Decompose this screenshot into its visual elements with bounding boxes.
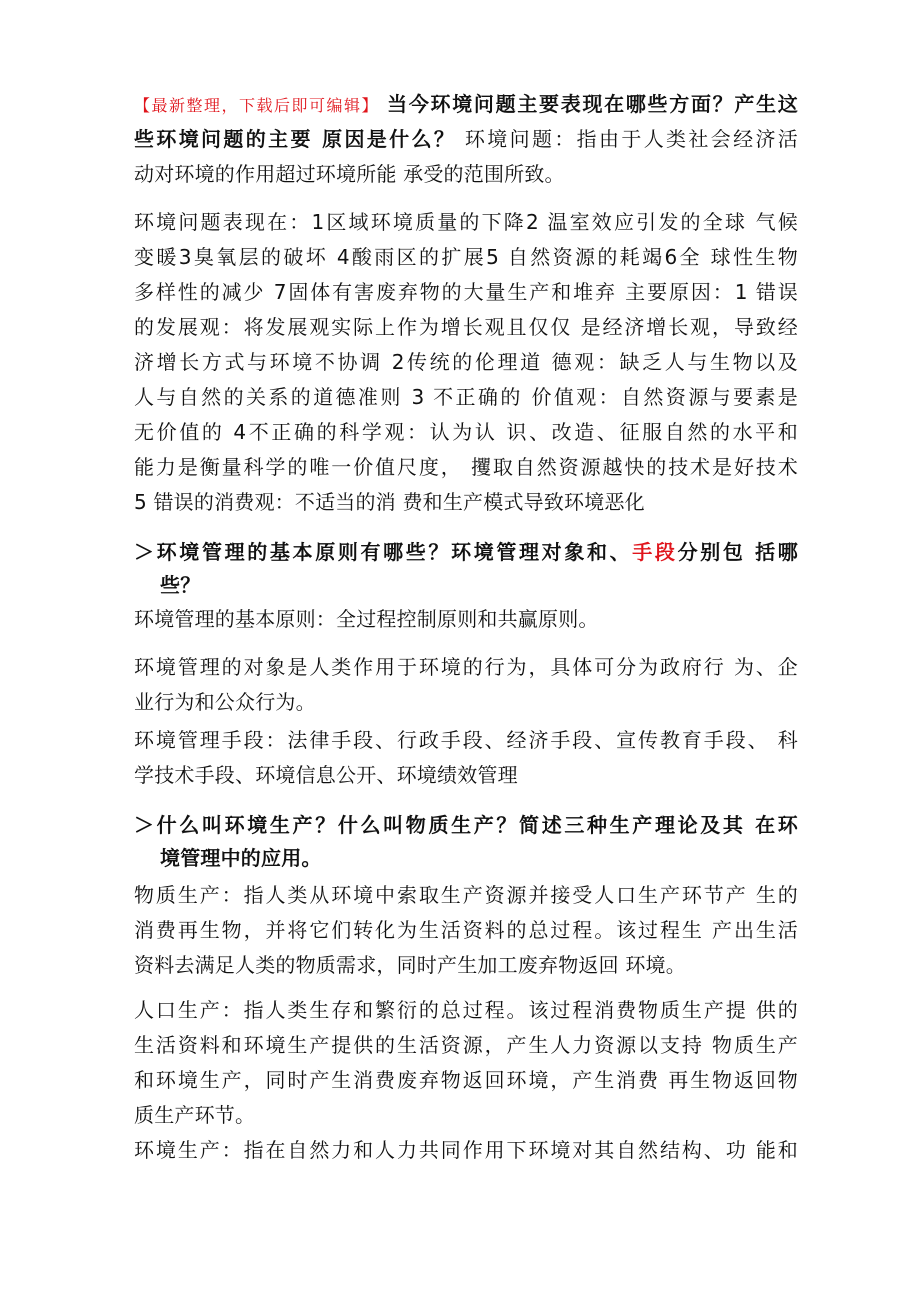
answer-2-line: 业行为和公众行为。 bbox=[134, 690, 316, 714]
answer-2-line: 环境管理的对象是人类作用于环境的行为，具体可分为政府行 为、企 bbox=[134, 655, 798, 679]
para1-line: 多样性的减少 7固体有害废弃物的大量生产和堆弃 主要原因：1 错误 bbox=[134, 280, 798, 304]
para1-line: 能力是衡量科学的唯一价值尺度， 攫取自然资源越快的技术是好技术 bbox=[134, 455, 798, 479]
answer-2-line: 环境管理手段：法律手段、行政手段、经济手段、宣传教育手段、 科 bbox=[134, 728, 798, 752]
intro-line-1 bbox=[134, 87, 798, 121]
answer-3-line: 人口生产：指人类生存和繁衍的总过程。该过程消费物质生产提 供的 bbox=[134, 998, 798, 1022]
question-1-title-part-1: 当今环境问题主要表现在哪些方面？产生这 bbox=[387, 92, 798, 116]
para1-line: 济增长方式与环境不协调 2传统的伦理道 德观：缺乏人与生物以及 bbox=[134, 350, 798, 374]
question-3-part-1: 什么叫环境生产？什么叫物质生产？简述三种生产理论及其 在环 bbox=[154, 813, 798, 837]
answer-3-line: 环境生产：指在自然力和人力共同作用下环境对其自然结构、功 能和 bbox=[134, 1138, 798, 1162]
intro-line-2 bbox=[134, 122, 798, 156]
edit-tag: 【最新整理，下载后即可编辑】 bbox=[134, 96, 380, 115]
question-2-part-2: 分别包 括哪 bbox=[677, 540, 798, 564]
question-2-heading-end: 些？ bbox=[160, 573, 201, 597]
answer-2-line: 学技术手段、环境信息公开、环境绩效管理 bbox=[134, 763, 518, 787]
arrow-icon: ＞ bbox=[134, 813, 155, 837]
answer-3-line: 生活资料和环境生产提供的生活资源，产生人力资源以支持 物质生产 bbox=[134, 1033, 798, 1057]
question-1-title-part-2: 些环境问题的主要 原因是什么？ bbox=[134, 127, 457, 151]
intro-definition-start: 环境问题：指由于人类社会经济活 bbox=[464, 127, 798, 151]
para1-line: 无价值的 4不正确的科学观：认为认 识、改造、征服自然的水平和 bbox=[134, 420, 798, 444]
question-3-heading-end: 境管理中的应用。 bbox=[160, 846, 322, 870]
answer-3-line: 质生产环节。 bbox=[134, 1103, 256, 1127]
answer-3-line: 资料去满足人类的物质需求，同时产生加工废弃物返回 环境。 bbox=[134, 953, 686, 977]
para1-line: 的发展观：将发展观实际上作为增长观且仅仅 是经济增长观，导致经 bbox=[134, 315, 798, 339]
answer-3-line: 消费再生物，并将它们转化为生活资料的总过程。该过程生 产出生活 bbox=[134, 918, 798, 942]
answer-3-line: 物质生产：指人类从环境中索取生产资源并接受人口生产环节产 生的 bbox=[134, 883, 798, 907]
question-2-highlight: 手段 bbox=[632, 540, 678, 564]
para1-line: 5 错误的消费观：不适当的消 费和生产模式导致环境恶化 bbox=[134, 490, 645, 514]
answer-3-line: 和环境生产，同时产生消费废弃物返回环境，产生消费 再生物返回物 bbox=[134, 1068, 798, 1092]
question-2-part-1: 环境管理的基本原则有哪些？环境管理对象和、 bbox=[154, 540, 633, 564]
intro-definition-end: 动对环境的作用超过环境所能 承受的范围所致。 bbox=[134, 162, 565, 186]
para1-line: 变暖3臭氧层的破坏 4酸雨区的扩展5 自然资源的耗竭6全 球性生物 bbox=[134, 245, 798, 269]
para1-line: 人与自然的关系的道德准则 3 不正确的 价值观：自然资源与要素是 bbox=[134, 385, 798, 409]
arrow-icon: ＞ bbox=[134, 540, 155, 564]
question-2-heading bbox=[134, 535, 798, 569]
question-3-heading bbox=[134, 808, 798, 842]
answer-2-line: 环境管理的基本原则：全过程控制原则和共赢原则。 bbox=[134, 607, 599, 631]
para1-line: 环境问题表现在：1区域环境质量的下降2 温室效应引发的全球 气候 bbox=[134, 210, 798, 234]
